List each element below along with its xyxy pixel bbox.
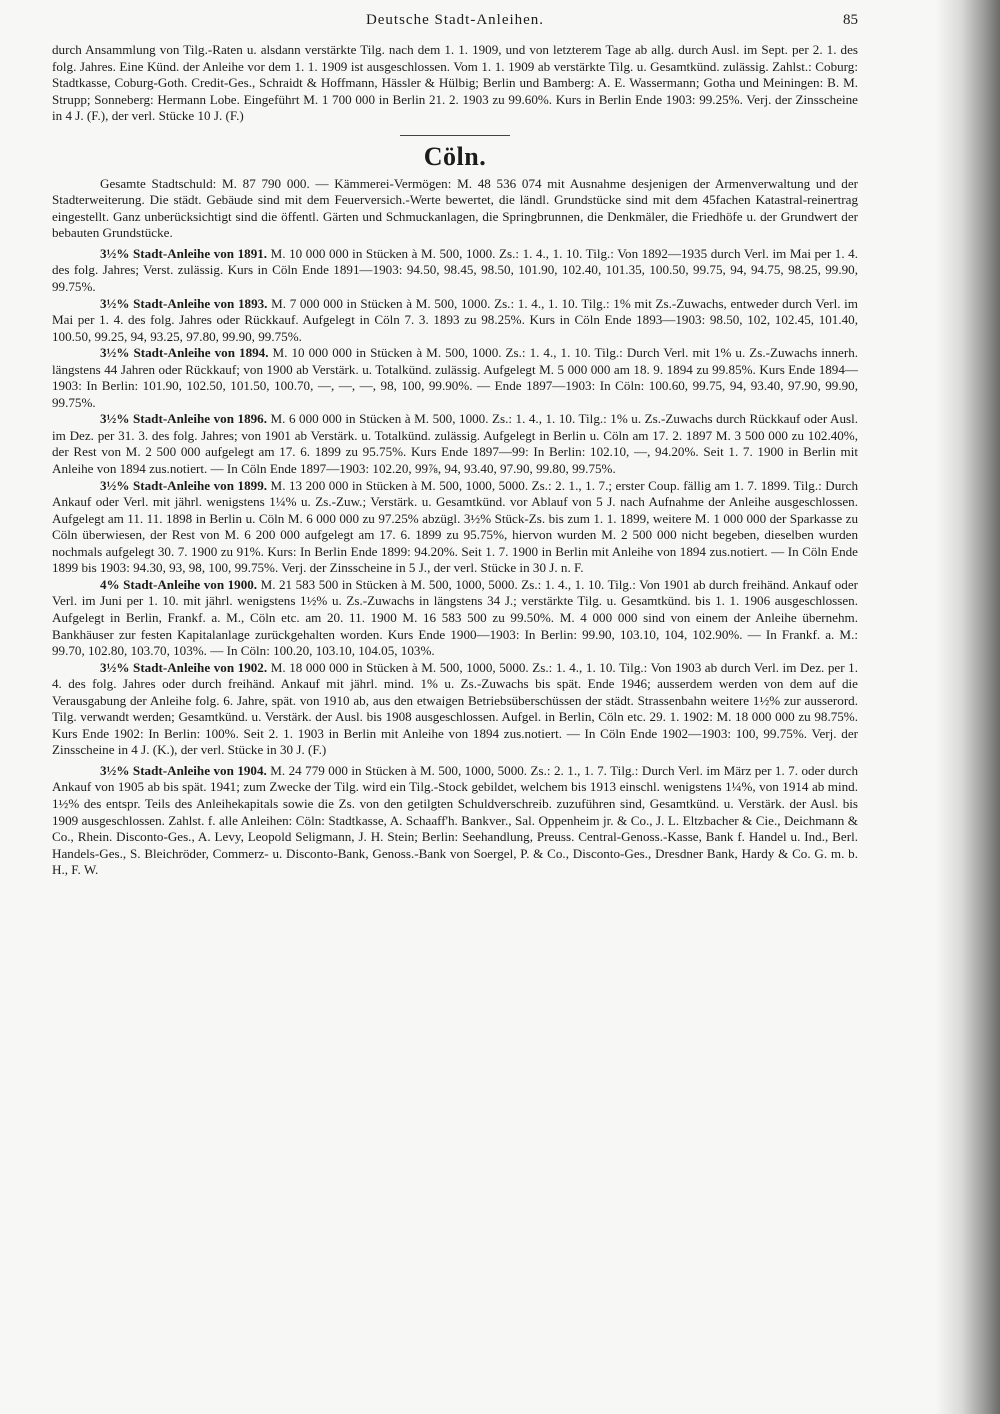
bond-entry [52,478,858,577]
page-gutter-shadow [936,0,1000,1414]
text-column [52,8,858,879]
bond-text: M. 21 583 500 in Stücken à M. 500, 1000, 5000. Zs.: 1. 4., 1. 10. Tilg.: Von 1901 ab durch freihänd. Ankauf oder Verl. im Juni per 1. 10. mit jährl. wenigstens 1½% u. Zs.-Zuwachs in längstens 34 J.; verstärkte Tilg. u. Gesamtkünd. bis 1. 1. 1906 ausgeschlossen. Aufgelegt in Berlin, Frankf. a. M., Cöln etc. am 20. 11. 1900 M. 16 583 500 zu 99.50%. M. 4 000 000 sind von einem der Anleihe übernehm. Bankhäuser zur festen Kapitalanlage zurückgehalten worden. Kurs Ende 1900—1903: In Berlin: 99.90, 103.10, 104, 102.90%. — In Frankf. a. M.: 99.70, 102.80, 103.70, 103%. — In Cöln: 100.20, 103.10, 104.05, 103%. [52,576,858,659]
bond-title: 3½% Stadt-Anleihe von 1896. [100,411,267,427]
section-divider [400,135,510,136]
intro-paragraph: durch Ansammlung von Tilg.-Raten u. alsdann verstärkte Tilg. nach dem 1. 1. 1909, und von letzterem Tage ab allg. durch Ausl. im Sept. per 2. 1. des folg. Jahres. Eine Künd. der Anleihe vor dem 1. 1. 1909 ist ausgeschlossen. Vom 1. 1. 1909 ab verstärkte Tilg. u. Gesamtkünd. zulässig. Zahlst.: Coburg: Stadtkasse, Coburg-Goth. Credit-Ges., Schraidt & Hoffmann, Hässler & Hülbig; Berlin und Bamberg: A. E. Wassermann; Gotha und Meiningen: B. M. Strupp; Sonneberg: Hermann Lobe. Eingeführt M. 1 700 000 in Berlin 21. 2. 1903 zu 99.60%. Kurs in Berlin Ende 1903: 99.25%. Verj. der Zinsscheine in 4 J. (F.), der verl. Stücke 10 J. (F.) [52,42,858,124]
section-intro-paragraph: Gesamte Stadtschuld: M. 87 790 000. — Kämmerei-Vermögen: M. 48 536 074 mit Ausnahme desjenigen der Armenverwaltung und der Stadterweiterung. Die städt. Gebäude sind mit dem Feuerversich.-Werte bewertet, die ländl. Grundstücke sind mit dem 45fachen Katastral-reinertrag eingestellt. Ganz unberücksichtigt sind die öffentl. Gärten und Schmuckanlagen, die Springbrunnen, die Denkmäler, die Friedhöfe u. der Grundwert der bebauten Grundstücke. [52,175,858,241]
bond-title: 3½% Stadt-Anleihe von 1899. [100,477,268,493]
bond-text: M. 24 779 000 in Stücken à M. 500, 1000, 5000. Zs.: 2. 1., 1. 7. Tilg.: Durch Verl. im März per 1. 7. oder durch Ankauf von 1905 ab bis spät. 1941; zum Zwecke der Tilg. wird ein Tilg.-Stock gebildet, welchem bis 1913 einschl. wenigstens 1¼%, von 1914 ab mind. 1½% des entspr. Teils des Anleihekapitals sowie die Zs. von den getilgten Schuldverschreib. zuzuführen sind, Gesamtkünd. u. Verstärk. der Ausl. bis 1909 ausgeschlossen. Zahlst. f. alle Anleihen: Cöln: Stadtkasse, A. Schaaff'h. Bankver., Sal. Oppenheim jr. & Co., J. L. Eltzbacher & Cie., Deichmann & Co., Rhein. Disconto-Ges., A. Levy, Leopold Seligmann, J. H. Stein; Berlin: Seehandlung, Preuss. Central-Genoss.-Kasse, Bank f. Handel u. Ind., Berl. Handels-Ges., S. Bleichröder, Commerz- u. Disconto-Bank, Genoss.-Bank von Soergel, P. & Co., Disconto-Ges., Dresdner Bank, Hardy & Co. G. m. b. H., F. W. [52,762,859,878]
bond-text: M. 18 000 000 in Stücken à M. 500, 1000, 5000. Zs.: 1. 4., 1. 10. Tilg.: Von 1903 ab durch Verl. im Dez. per 1. 4. des folg. Jahres oder durch freihänd. Ankauf mit jährl. mind. 1% u. Zs.-Zuwachs bis spät. Ende 1946; ausserdem werden von dem auf die Verausgabung der Anleihe folg. 6. Jahre, spät. von 1910 ab, aus den etwaigen Betriebsüberschüssen der städt. Strassenbahn weitere 1½% zur ausserord. Tilg. verwandt werden; Gesamtkünd. u. Verstärk. der Ausl. bis 1908 ausgeschlossen. Aufgel. in Berlin, Cöln etc. 29. 1. 1902: M. 18 000 000 zu 98.75%. Kurs Ende 1902: In Berlin: 100%. Seit 2. 1. 1903 in Berlin mit Anleihe von 1894 zus.notiert. — In Cöln Ende 1902—1903: 100, 99.75%. Verj. der Zinsscheine in 4 J. (K.), der verl. Stücke in 30 J. (F.) [52,659,858,758]
bond-title: 3½% Stadt-Anleihe von 1904. [100,762,267,778]
bond-text: M. 10 000 000 in Stücken à M. 500, 1000. Zs.: 1. 4., 1. 10. Tilg.: Von 1892—1935 durch Verl. im Mai per 1. 4. des folg. Jahres; Verst. zulässig. Kurs in Cöln Ende 1891—1903: 94.50, 98.45, 98.50, 101.90, 102.40, 101.35, 100.50, 99.75, 94, 94.75, 98.25, 99.90, 99.75%. [52,245,858,295]
bond-title: 3½% Stadt-Anleihe von 1891. [100,245,268,261]
bond-entry [52,411,858,477]
running-title: Deutsche Stadt-Anleihen. [365,12,545,28]
bond-entry [52,246,858,296]
bond-title: 3½% Stadt-Anleihe von 1894. [100,345,269,361]
bond-title: 3½% Stadt-Anleihe von 1902. [100,659,268,675]
bond-entry [52,296,858,346]
bond-entry [52,577,858,660]
bond-text: M. 13 200 000 in Stücken à M. 500, 1000, 5000. Zs.: 2. 1., 1. 7.; erster Coup. fällig am 1. 7. 1899. Tilg.: Durch Ankauf oder Verl. mit jährl. wenigstens 1¼% u. Zs.-Zuw.; Verstärk. u. Gesamtkünd. vor Ablauf von 5 J. nach Aufnahme der Anleihe ausgeschlossen. Aufgelegt am 11. 11. 1898 in Berlin u. Cöln M. 6 000 000 zu 97.25% abzügl. 3½% Stück-Zs. bis zum 1. 1. 1899, weitere M. 1 000 000 der Sparkasse zu Cöln überwiesen, der Rest von M. 6 200 000 aufgelegt am 17. 6. 1899 zu 95.75%, hiervon wurden M. 2 500 000 nicht begeben, dieselben wurden nochmals aufgelegt 30. 7. 1900 zu 91%. Kurs: In Berlin Ende 1899: 94.20%. Seit 1. 7. 1900 in Berlin mit Anleihe von 1894 zus.notiert. — In Cöln Ende 1899 bis 1903: 94.30, 93, 98, 100, 99.75%. Verj. der Zinsscheine in 5 J., der verl. Stücke in 30 J. n. F. [52,477,858,576]
bond-title: 3½% Stadt-Anleihe von 1893. [100,295,268,311]
bond-entry [52,345,858,411]
page-number: 85 [843,12,858,28]
section-title: Cöln. [423,141,487,171]
bond-text: M. 7 000 000 in Stücken à M. 500, 1000. Zs.: 1. 4., 1. 10. Tilg.: 1% mit Zs.-Zuwachs, entweder durch Verl. im Mai per 1. 4. des folg. Jahres oder Rückkauf. Aufgelegt in Cöln 7. 3. 1893 zu 98.25%. Kurs in Cöln Ende 1893—1903: 98.50, 102, 102.45, 101.40, 100.50, 99.25, 94, 93.25, 97.80, 99.90, 99.75%. [52,295,858,344]
bond-text: M. 10 000 000 in Stücken à M. 500, 1000. Zs.: 1. 4., 1. 10. Tilg.: Durch Verl. mit 1% u. Zs.-Zuwachs innerh. längstens 44 Jahren oder Rückkauf; von 1900 ab Verstärk. u. Totalkünd. zulässig. Aufgelegt M. 5 000 000 am 18. 9. 1894 zu 99.85%. Kurs Ende 1894—1903: In Berlin: 101.90, 102.50, 101.50, 100.70, —, —, —, 98, 100, 99.90%. — Ende 1897—1903: In Cöln: 100.60, 99.75, 94, 93.40, 97.90, 99.90, 99.75%. [52,345,859,410]
bond-entry [52,763,858,879]
bond-entry [52,660,858,759]
running-header [52,8,858,42]
bond-text: M. 6 000 000 in Stücken à M. 500, 1000. Zs.: 1. 4., 1. 10. Tilg.: 1% u. Zs.-Zuwachs durch Rückkauf oder Ausl. im Dez. per 31. 3. des folg. Jahres; von 1901 ab Verstärk. u. Totalkünd. zulässig. Aufgelegt in Berlin u. Cöln am 17. 2. 1897 M. 3 500 000 zu 102.40%, der Rest von M. 2 500 000 aufgelegt am 17. 6. 1899 zu 95.75%. Kurs Ende 1897—99: In Berlin: 102.10, —, 94.20%. Seit 1. 7. 1900 in Berlin mit Anleihe von 1894 zus.notiert. — In Cöln Ende 1897—1903: 102.20, 99⅞, 94, 93.40, 97.90, 99.80, 99.75%. [52,411,859,477]
bond-title: 4% Stadt-Anleihe von 1900. [100,576,258,592]
